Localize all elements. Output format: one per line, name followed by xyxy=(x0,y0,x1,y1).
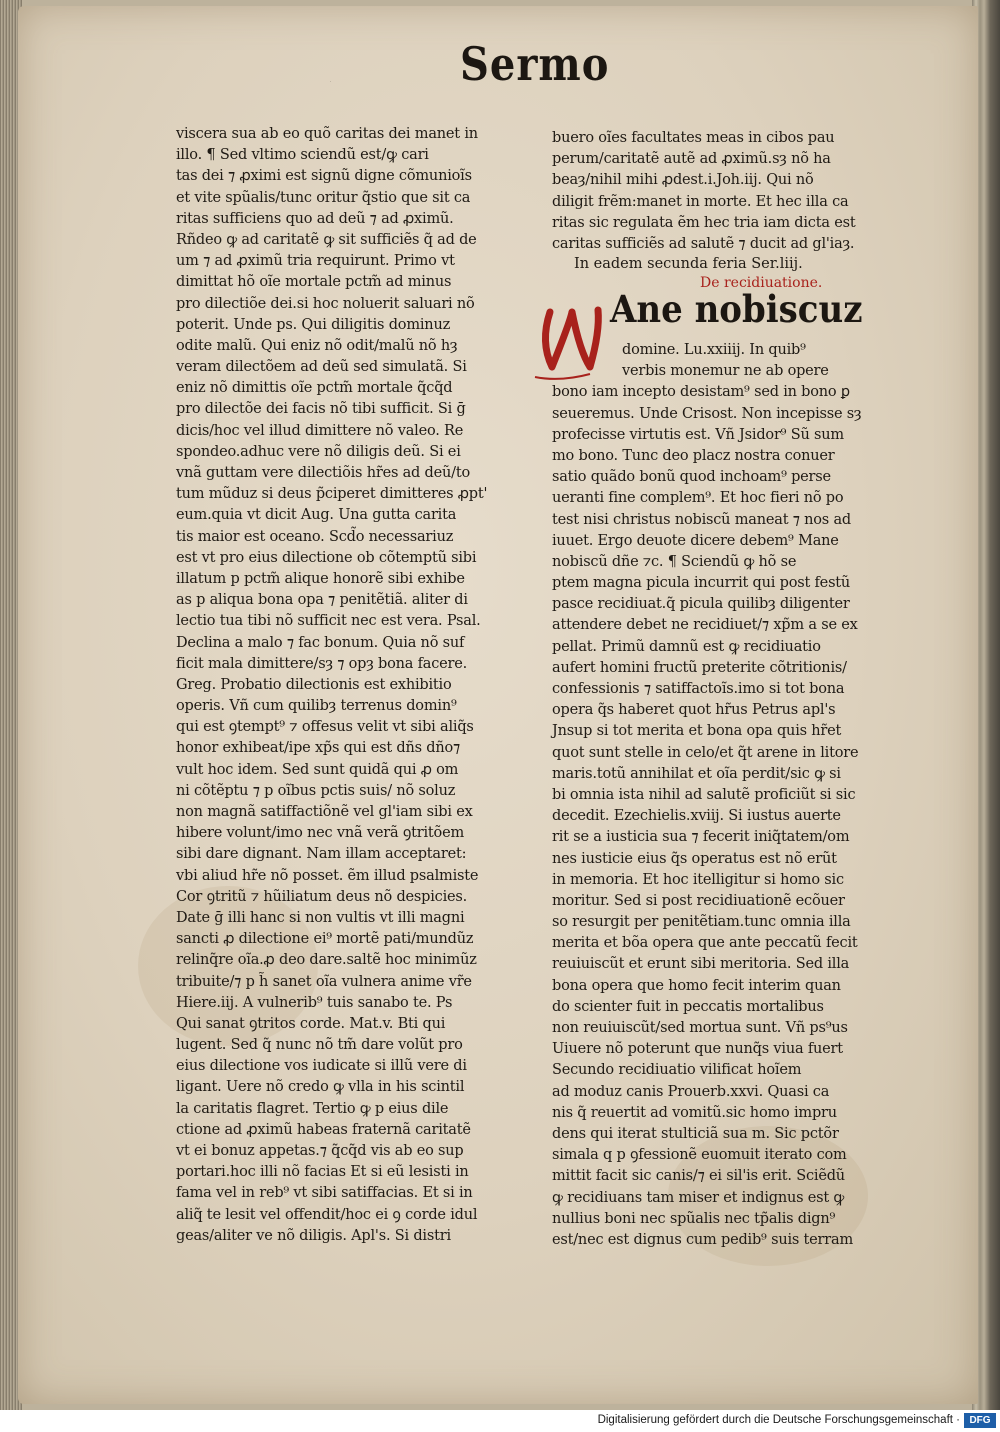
text-line: dicis/hoc vel illud dimittere nõ valeo. Re xyxy=(176,422,464,439)
text-line: tas dei ⁊ ꝓximi est signũ digne cõmunioĩs xyxy=(176,168,472,185)
initial-letter: M xyxy=(330,82,332,83)
text-line: seueremus. Unde Crisost. Non incepisse sȝ xyxy=(552,405,862,422)
text-line: operis. Vñ cum quilibȝ terrenus domin⁹ xyxy=(176,698,457,715)
text-line: maris.totũ annihilat et oĩa perdit/sic ꝙ si xyxy=(552,765,841,782)
text-line: quot sunt stelle in celo/et q̃t arene in litore xyxy=(552,744,859,761)
text-line: Date ḡ illi hanc si non vultis vt illi magni xyxy=(176,909,465,926)
text-line: ꝙ recidiuans tam miser et indignus est ꝙ xyxy=(552,1189,845,1206)
text-line: non magnã satiffactiõnẽ vel gl'iam sibi ex xyxy=(176,804,473,820)
text-line: Qui sanat ꝯtritos corde. Mat.v. Bti qui xyxy=(176,1015,446,1032)
text-line: Rñdeo ꝙ ad caritatẽ ꝙ sit sufficiẽs q̃ ad de xyxy=(176,231,477,248)
text-line: odite malũ. Qui eniz nõ odit/malũ nõ hȝ xyxy=(176,337,458,354)
text-line: aufert homini fructũ preterite cõtritionis/ xyxy=(552,659,847,676)
text-line: beaȝ/nihil mihi ꝓdest.i.Joh.iij. Qui nõ xyxy=(552,172,814,189)
right-text-column-body xyxy=(552,340,882,1251)
text-line: diligit frẽm:manet in morte. Et hec illa ca xyxy=(552,193,849,210)
text-line: nullius boni nec spũalis nec tp̃alis dign⁹ xyxy=(552,1210,836,1227)
text-line: rit se a iusticia sua ⁊ fecerit iniq̃tatem/om xyxy=(552,829,850,846)
text-line: ritas sufficiens quo ad deũ ⁊ ad ꝓximũ. xyxy=(176,210,454,227)
text-line: iuuet. Ergo deuote dicere debem⁹ Mane xyxy=(552,532,839,549)
text-line: in memoria. Et hoc itelligitur si homo sic xyxy=(552,871,844,888)
text-line: veram dilectõem ad deũ sed simulatã. Si xyxy=(176,359,467,376)
text-line: verbis monemur ne ab opere xyxy=(622,363,829,380)
text-line: Greg. Probatio dilectionis est exhibitio xyxy=(176,676,452,693)
text-line: sancti ꝓ dilectione ei⁹ mortẽ pati/mundũz xyxy=(176,931,474,948)
text-line: vnã guttam vere dilectiõis hr̃es ad deũ/to xyxy=(176,465,470,481)
text-line: mittit facit sic canis/⁊ ei sil'is erit. Sciẽdũ xyxy=(552,1168,845,1185)
text-line: as p aliqua bona opa ⁊ penitẽtiã. aliter di xyxy=(176,592,468,609)
text-line: relinq̃re oĩa.ꝓ deo dare.saltẽ hoc minimũz xyxy=(176,952,477,969)
text-line: dens qui iterat stulticiã sua m. Sic pctõr xyxy=(552,1125,839,1142)
text-line: ueranti fine complem⁹. Et hoc fieri nõ po xyxy=(552,490,844,507)
text-line: so resurgit per penitẽtiam.tunc omnia illa xyxy=(552,914,851,931)
text-line: caritas sufficiẽs ad salutẽ ⁊ ducit ad gl'iaȝ. xyxy=(552,235,855,252)
text-line: vt ei bonuz appetas.⁊ q̃cq̃d vis ab eo sup xyxy=(176,1143,464,1159)
text-line: et vite spũalis/tunc oritur q̃stio que sit ca xyxy=(176,189,471,206)
text-line: geas/aliter ve nõ diligis. Apl's. Si distri xyxy=(176,1227,451,1244)
text-line: decedit. Ezechielis.xviij. Si iustus auerte xyxy=(552,808,841,825)
text-line: ficit mala dimittere/sȝ ⁊ opȝ bona facere. xyxy=(176,655,468,672)
text-line: la caritatis flagret. Tertio ꝙ p eius dile xyxy=(176,1100,449,1117)
text-line: bona opera que homo fecit interim quan xyxy=(552,977,841,994)
text-line: moritur. Sed si post recidiuationẽ ecõuer xyxy=(552,892,845,909)
text-line: est vt pro eius dilectione ob cõtemptũ sibi xyxy=(176,549,477,566)
rubric-title: De recidiuatione. xyxy=(700,275,823,291)
text-line: opera q̃s haberet quot hr̃us Petrus apl's xyxy=(552,702,836,719)
right-text-column-top xyxy=(552,128,882,255)
text-line: eius dilectione vos iudicate si illũ vere di xyxy=(176,1058,467,1075)
text-line: Jnsup si tot merita et bona opa quis hr̃et xyxy=(552,723,842,740)
text-line: bono iam incepto desistam⁹ sed in bono ꝑ xyxy=(552,384,850,401)
text-line: qui est ꝯtempt⁹ ⁊ offesus velit vt sibi aliq̃s xyxy=(176,719,474,736)
text-line: aliq̃ te lesit vel offendit/hoc ei ꝯ corde idul xyxy=(176,1206,478,1223)
text-line: illatum p pctm̃ alique honorẽ sibi exhibe xyxy=(176,570,465,587)
incipit-text: Ane nobiscuz xyxy=(610,288,863,332)
text-line: ctione ad ꝓximũ habeas fraternã caritatẽ xyxy=(176,1121,471,1138)
text-line: domine. Lu.xxiiij. In quib⁹ xyxy=(622,342,806,358)
text-line: ritas sic regulata ẽm hec tria iam dicta est xyxy=(552,214,856,231)
text-line: ptem magna picula incurrit qui post festũ xyxy=(552,575,851,592)
text-line: pasce recidiuat.q̃ picula quilibȝ diligenter xyxy=(552,596,850,613)
text-line: ni cõtẽptu ⁊ p oĩbus pctis suis/ nõ soluz xyxy=(176,782,456,799)
text-line: buero oĩes facultates meas in cibos pau xyxy=(552,130,835,146)
text-line: mo bono. Tunc deo placz nostra conuer xyxy=(552,447,835,464)
text-line: Declina a malo ⁊ fac bonum. Quia nõ suf xyxy=(176,634,465,651)
text-line: tribuite/⁊ p h̃ sanet oĩa vulnera anime vr̃e xyxy=(176,973,472,990)
text-line: nis q̃ reuertit ad vomitũ.sic homo impru xyxy=(552,1104,837,1121)
text-line: do scienter fuit in peccatis mortalibus xyxy=(552,998,824,1015)
dfg-logo: DFG xyxy=(964,1413,996,1428)
text-line: profecisse virtutis est. Vñ Jsidor⁹ Sũ sum xyxy=(552,426,844,443)
text-line: satio quãdo bonũ quod inchoam⁹ perse xyxy=(552,469,831,486)
text-line: portari.hoc illi nõ facias Et si eũ lesisti in xyxy=(176,1164,469,1181)
text-line: nes iusticie eius q̃s operatus est nõ erũt xyxy=(552,850,837,867)
text-line: vult hoc idem. Sed sunt quidã qui ꝓ om xyxy=(176,761,459,778)
left-text-column xyxy=(176,124,516,1247)
text-line: ligant. Uere nõ credo ꝙ vlla in his scintil xyxy=(176,1079,465,1096)
text-line: pellat. Primũ damnũ est ꝙ recidiuatio xyxy=(552,638,821,655)
text-line: Uiuere nõ poterunt que nunq̃s viua fuert xyxy=(552,1041,843,1058)
text-line: confessionis ⁊ satiffactoĩs.imo si tot bona xyxy=(552,681,845,697)
text-line: attendere debet ne recidiuet/⁊ xp̃m a se ex xyxy=(552,617,858,634)
text-line: reuiuiscũt et erunt sibi meritoria. Sed illa xyxy=(552,956,850,973)
text-line: merita et bõa opera que ante peccatũ fecit xyxy=(552,935,858,952)
text-line: simala q p ꝯfessionẽ euomuit iterato com xyxy=(552,1147,847,1164)
text-line: pro dilectõe dei facis nõ tibi sufficit. Si ḡ xyxy=(176,401,466,418)
sermon-heading: In eadem secunda feria Ser.liij. xyxy=(574,256,803,272)
text-line: Cor ꝯtritũ ⁊ hũiliatum deus nõ despicies. xyxy=(176,888,468,905)
text-line: pro dilectiõe dei.si hoc noluerit saluari nõ xyxy=(176,295,475,312)
text-line: non reuiuiscũt/sed mortua sunt. Vñ ps⁹us xyxy=(552,1020,848,1036)
text-line: eum.quia vt dicit Aug. Una gutta carita xyxy=(176,507,457,524)
text-line: poterit. Unde ps. Qui diligitis dominuz xyxy=(176,316,451,333)
text-line: hibere volunt/imo nec vnã verã ꝯtritõem xyxy=(176,825,465,842)
text-line: est/nec est dignus cum pedib⁹ suis terram xyxy=(552,1231,854,1248)
text-line: sibi dare dignant. Nam illam acceptaret: xyxy=(176,846,467,863)
funding-credit: Digitalisierung gefördert durch die Deutsche Forschungsgemeinschaft · xyxy=(597,1414,960,1426)
running-head: Sermo xyxy=(460,37,610,92)
text-line: lugent. Sed q̃ nunc nõ tm̃ dare volũt pro xyxy=(176,1037,463,1054)
text-line: illo. ¶ Sed vltimo sciendũ est/ꝙ cari xyxy=(176,147,429,164)
text-line: tis maior est oceano. Scd̃o necessariuz xyxy=(176,528,454,545)
text-line: nobiscũ dñe ⁊c. ¶ Sciendũ ꝙ hõ se xyxy=(552,553,797,570)
text-line: eniz nõ dimittis oĩe pctm̃ mortale q̃cq̃d xyxy=(176,380,453,397)
text-line: tum mũduz si deus p̃ciperet dimitteres ꝓpt' xyxy=(176,486,488,503)
text-line: Hiere.iij. A vulnerib⁹ tuis sanabo te. Ps xyxy=(176,994,453,1011)
text-line: vbi aliud hr̃e nõ posset. ẽm illud psalmiste xyxy=(176,867,479,884)
text-line: spondeo.adhuc vere nõ diligis deũ. Si ei xyxy=(176,443,461,460)
text-line: lectio tua tibi nõ sufficit nec est vera. Psal. xyxy=(176,613,481,630)
text-line: dimittat hõ oĩe mortale pctm̃ ad minus xyxy=(176,274,452,291)
text-line: um ⁊ ad ꝓximũ tria requirunt. Primo vt xyxy=(176,253,455,270)
text-line: bi omnia ista nihil ad salutẽ proficiũt si sic xyxy=(552,786,856,803)
text-line: viscera sua ab eo quõ caritas dei manet in xyxy=(176,126,478,142)
text-line: fama vel in reb⁹ vt sibi satiffacias. Et si in xyxy=(176,1185,473,1202)
text-line: Secundo recidiuatio vilificat hoĩem xyxy=(552,1062,802,1079)
text-line: honor exhibeat/ipe xp̃s qui est dñs dño⁊ xyxy=(176,740,461,757)
text-line: ad moduz canis Prouerb.xxvi. Quasi ca xyxy=(552,1083,830,1100)
text-line: perum/caritatẽ autẽ ad ꝓximũ.sȝ nõ ha xyxy=(552,151,831,168)
text-line: test nisi christus nobiscũ maneat ⁊ nos ad xyxy=(552,511,851,528)
